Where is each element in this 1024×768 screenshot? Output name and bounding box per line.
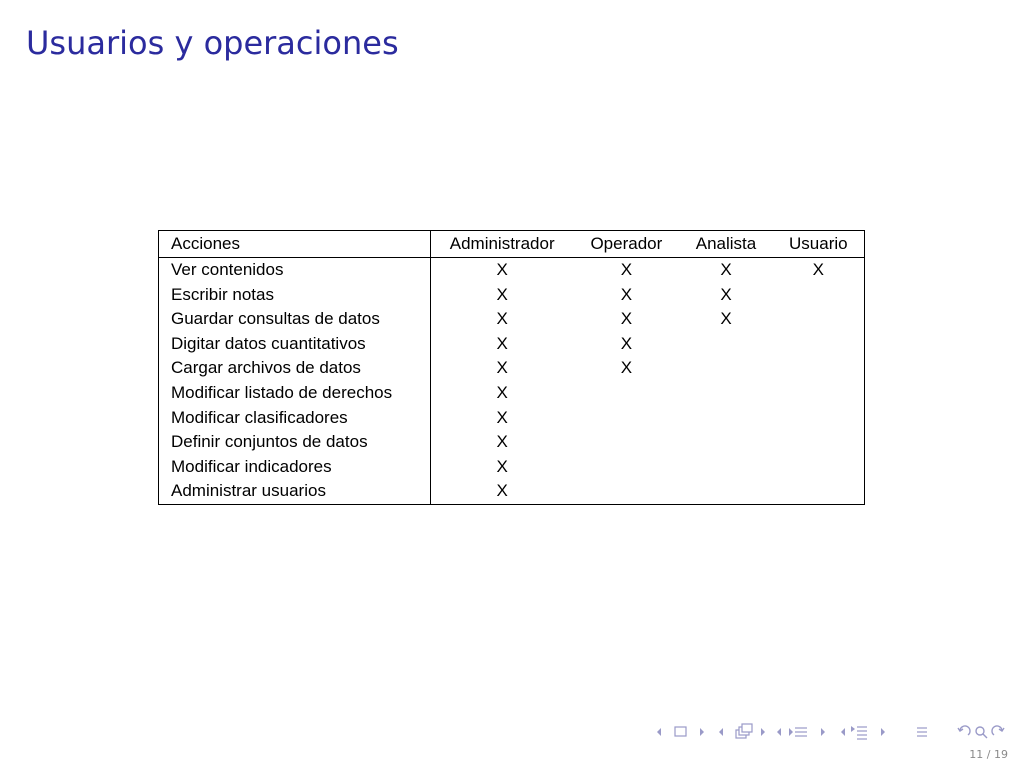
nav-align-icon[interactable] bbox=[917, 728, 927, 736]
cell-usuario bbox=[773, 283, 865, 308]
nav-doc-right-icon[interactable] bbox=[881, 728, 885, 736]
table-row bbox=[159, 283, 865, 308]
cell-administrador: X bbox=[496, 456, 508, 476]
cell-operador: X bbox=[620, 284, 633, 304]
cell-operador: X bbox=[620, 333, 633, 353]
row-action: Modificar indicadores bbox=[159, 455, 431, 480]
cell-administrador: X bbox=[496, 432, 508, 452]
cell-administrador: X bbox=[496, 358, 508, 378]
navigation-search-group bbox=[955, 723, 1011, 741]
nav-doc-left-icon[interactable] bbox=[841, 728, 845, 736]
row-action: Definir conjuntos de datos bbox=[159, 430, 431, 455]
cell-usuario bbox=[773, 332, 865, 357]
navigation-bar bbox=[655, 724, 1011, 740]
cell-analista bbox=[679, 356, 772, 381]
page-separator: / bbox=[986, 748, 991, 761]
table-row bbox=[159, 381, 865, 406]
cell-operador bbox=[573, 430, 679, 455]
nav-section-right-icon[interactable] bbox=[821, 728, 825, 736]
cell-administrador: X bbox=[496, 382, 508, 402]
nav-back-icon[interactable] bbox=[958, 726, 970, 735]
table-row bbox=[159, 258, 865, 283]
nav-frame-icon[interactable] bbox=[675, 727, 686, 736]
page-total: 19 bbox=[994, 748, 1008, 761]
row-action: Escribir notas bbox=[159, 283, 431, 308]
nav-subsection-left-icon[interactable] bbox=[719, 728, 723, 736]
cell-analista: X bbox=[720, 309, 732, 329]
nav-frame-right-icon[interactable] bbox=[700, 728, 704, 736]
cell-analista bbox=[679, 455, 772, 480]
cell-analista: X bbox=[720, 284, 732, 304]
cell-usuario: X bbox=[812, 260, 824, 279]
cell-administrador: X bbox=[496, 309, 508, 329]
cell-operador bbox=[573, 455, 679, 480]
nav-forward-icon[interactable] bbox=[992, 726, 1004, 735]
row-action: Guardar consultas de datos bbox=[159, 307, 431, 332]
cell-administrador: X bbox=[496, 481, 508, 501]
cell-operador bbox=[573, 381, 679, 406]
cell-usuario bbox=[773, 356, 865, 381]
table-row bbox=[159, 307, 865, 332]
table-row bbox=[159, 356, 865, 381]
cell-analista bbox=[679, 406, 772, 431]
nav-section-left-icon[interactable] bbox=[777, 728, 781, 736]
table-header-row bbox=[159, 231, 865, 258]
cell-operador: X bbox=[620, 260, 633, 279]
nav-subsection-icon[interactable] bbox=[736, 724, 752, 738]
row-action: Modificar clasificadores bbox=[159, 406, 431, 431]
row-action: Ver contenidos bbox=[159, 258, 431, 283]
nav-section-icon[interactable] bbox=[789, 728, 807, 736]
cell-analista: X bbox=[720, 260, 732, 279]
slide-title: Usuarios y operaciones bbox=[26, 24, 399, 62]
cell-operador: X bbox=[620, 358, 633, 378]
permissions-table bbox=[158, 230, 865, 505]
cell-operador bbox=[573, 406, 679, 431]
nav-frame-left-icon[interactable] bbox=[657, 728, 661, 736]
cell-usuario bbox=[773, 381, 865, 406]
cell-operador: X bbox=[620, 309, 633, 329]
table-row bbox=[159, 430, 865, 455]
row-action: Digitar datos cuantitativos bbox=[159, 332, 431, 357]
header-analista: Analista bbox=[679, 231, 772, 258]
table-row bbox=[159, 455, 865, 480]
table-row bbox=[159, 332, 865, 357]
page-current: 11 bbox=[969, 748, 984, 761]
cell-analista bbox=[679, 479, 772, 504]
cell-usuario bbox=[773, 479, 865, 504]
cell-analista bbox=[679, 430, 772, 455]
header-usuario: Usuario bbox=[773, 231, 865, 258]
nav-search-icon[interactable] bbox=[976, 727, 987, 738]
cell-usuario bbox=[773, 406, 865, 431]
table-row bbox=[159, 479, 865, 504]
cell-usuario bbox=[773, 455, 865, 480]
cell-administrador: X bbox=[496, 407, 508, 427]
cell-operador bbox=[573, 479, 679, 504]
header-operador: Operador bbox=[573, 231, 679, 258]
header-acciones: Acciones bbox=[159, 231, 431, 258]
table-row bbox=[159, 406, 865, 431]
cell-analista bbox=[679, 332, 772, 357]
cell-usuario bbox=[773, 430, 865, 455]
cell-administrador: X bbox=[496, 260, 508, 279]
row-action: Cargar archivos de datos bbox=[159, 356, 431, 381]
nav-subsection-right-icon[interactable] bbox=[761, 728, 765, 736]
page-number bbox=[969, 748, 1008, 761]
cell-administrador: X bbox=[496, 333, 508, 353]
cell-usuario bbox=[773, 307, 865, 332]
cell-administrador: X bbox=[496, 284, 508, 304]
row-action: Modificar listado de derechos bbox=[159, 381, 431, 406]
navigation-symbols bbox=[655, 723, 955, 741]
row-action: Administrar usuarios bbox=[159, 479, 431, 504]
header-administrador: Administrador bbox=[430, 231, 573, 258]
cell-analista bbox=[679, 381, 772, 406]
nav-doc-icon[interactable] bbox=[851, 726, 867, 739]
